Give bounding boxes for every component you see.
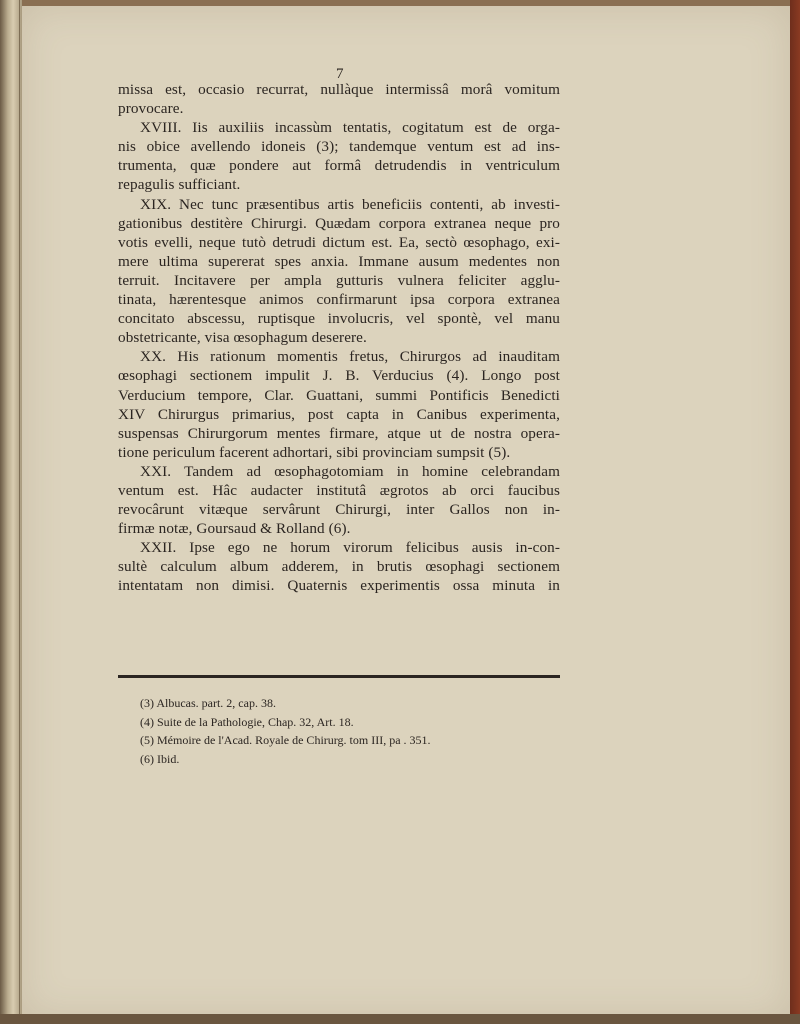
- text-line: concitato abscessu, ruptisque involucris, vel spontè, vel manu: [118, 310, 560, 328]
- section-start-line: XXI. Tandem ad œsophagotomiam in homine celebrandam: [140, 462, 560, 480]
- text-line: sultè calculum album adderem, in brutis œsophagi sectionem: [118, 558, 560, 576]
- footnotes: [140, 694, 560, 768]
- footnote: (4) Suite de la Pathologie, Chap. 32, Art. 18.: [140, 714, 354, 729]
- text-line: terruit. Incitavere per ampla gutturis vulnera feliciter agglu-: [118, 271, 560, 289]
- text-line: provocare.: [118, 100, 184, 118]
- text-line: obstetricante, visa œsophagum deserere.: [118, 329, 367, 347]
- text-line: mere ultima supererat spes anxia. Immane ausum medentes non: [118, 252, 560, 270]
- text-line: revocârunt vitæque servârunt Chirurgi, inter Gallos non in-: [118, 501, 560, 519]
- text-line: votis evelli, neque tutò detrudi dictum est. Ea, sectò œsophago, exi-: [118, 233, 560, 251]
- text-line: firmæ notæ, Goursaud & Rolland (6).: [118, 520, 351, 538]
- text-line: suspensas Chirurgorum mentes firmare, atque ut de nostra opera-: [118, 424, 560, 442]
- text-line: tione periculum facerent adhortari, sibi provinciam sumpsit (5).: [118, 443, 511, 461]
- book-bottom-edge: [0, 1014, 800, 1024]
- section-start-line: XIX. Nec tunc præsentibus artis beneficiis contenti, ab investi-: [140, 195, 560, 213]
- section-start-line: XXII. Ipse ego ne horum virorum felicibus ausis in-con-: [140, 539, 560, 557]
- footnote: (6) Ibid.: [140, 751, 180, 766]
- text-line: gationibus destitère Chirurgi. Quædam corpora extranea neque pro: [118, 214, 560, 232]
- footnote: (3) Albucas. part. 2, cap. 38.: [140, 696, 276, 710]
- text-line: repagulis sufficiant.: [118, 176, 241, 194]
- text-line: intentatam non dimisi. Quaternis experimentis ossa minuta in: [118, 577, 560, 595]
- book-spine-edge: [0, 0, 22, 1024]
- text-line: ventum est. Hâc audacter institutâ ægrotos ab orci faucibus: [118, 481, 560, 499]
- text-line: XIV Chirurgus primarius, post capta in Canibus experimenta,: [118, 405, 560, 423]
- page-number: 7: [336, 66, 344, 82]
- text-line: tinata, hærentesque animos confirmarunt ipsa corpora extranea: [118, 291, 560, 309]
- book-cover-edge: [790, 0, 800, 1024]
- text-line: nis obice avellendo idoneis (3); tandemque ventum est ad ins-: [118, 138, 560, 156]
- text-line: missa est, occasio recurrat, nullàque intermissâ morâ vomitum: [118, 81, 560, 98]
- text-line: trumenta, quæ pondere aut formâ detrudendis in ventriculum: [118, 157, 560, 175]
- text-line: œsophagi sectionem impulit J. B. Verducius (4). Longo post: [118, 367, 560, 385]
- text-line: Verducium tempore, Clar. Guattani, summi Pontificis Benedicti: [118, 386, 560, 404]
- footnote: (5) Mémoire de l'Acad. Royale de Chirurg. tom III, pa . 351.: [140, 733, 431, 747]
- body-text: [118, 80, 560, 596]
- section-start-line: XVIII. Iis auxiliis incassùm tentatis, cogitatum est de orga-: [140, 119, 560, 137]
- section-start-line: XX. His rationum momentis fretus, Chirurgos ad inauditam: [140, 348, 560, 366]
- footnote-divider: [118, 675, 560, 678]
